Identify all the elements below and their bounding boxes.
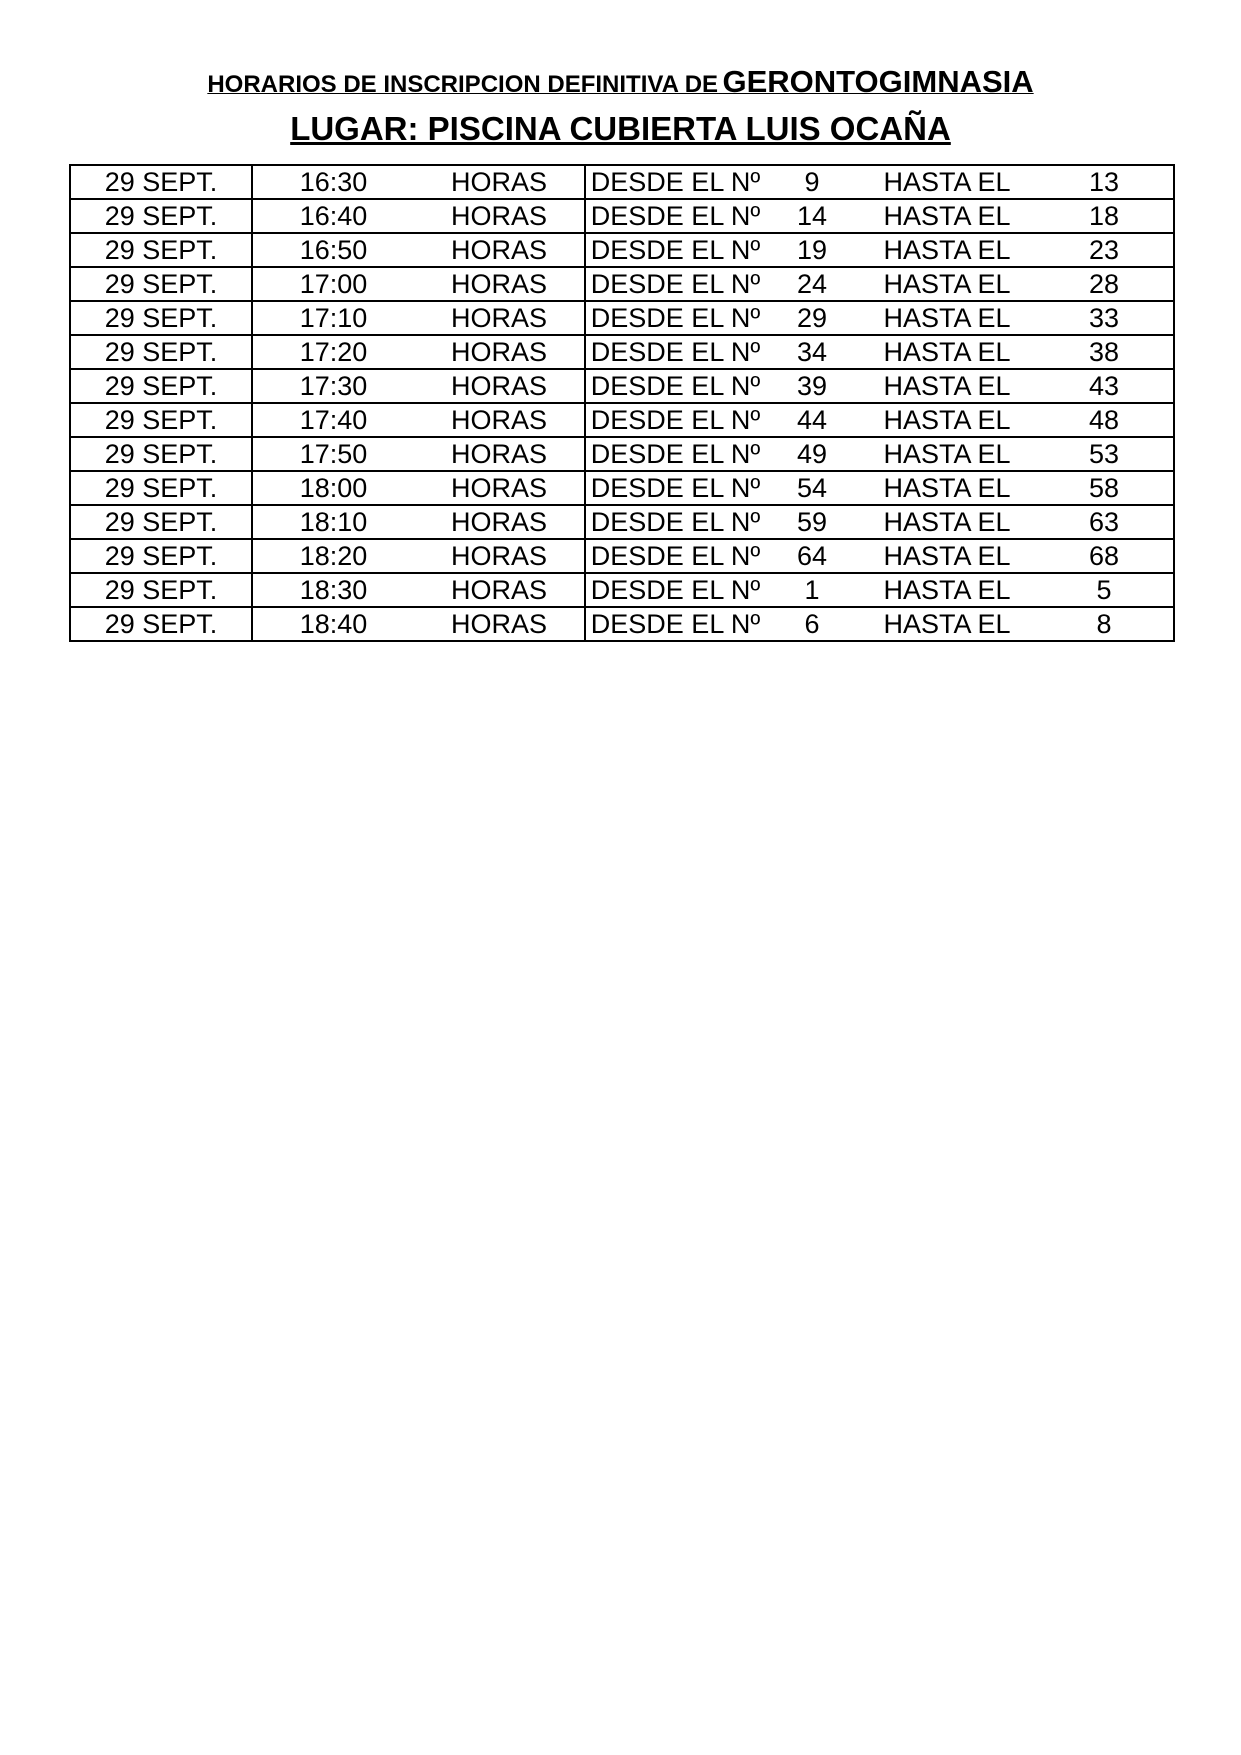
unit-cell: HORAS xyxy=(414,199,585,233)
table-row xyxy=(70,335,1174,369)
to-label-cell: HASTA EL xyxy=(859,233,1035,267)
time-cell: 18:20 xyxy=(252,539,414,573)
date-cell: 29 SEPT. xyxy=(70,369,252,403)
to-number-cell: 18 xyxy=(1035,199,1174,233)
date-cell: 29 SEPT. xyxy=(70,199,252,233)
unit-cell: HORAS xyxy=(414,403,585,437)
to-label-cell: HASTA EL xyxy=(859,437,1035,471)
table-row xyxy=(70,233,1174,267)
to-label-cell: HASTA EL xyxy=(859,301,1035,335)
from-number-cell: 24 xyxy=(765,267,859,301)
unit-cell: HORAS xyxy=(414,505,585,539)
to-label-cell: HASTA EL xyxy=(859,505,1035,539)
time-cell: 18:00 xyxy=(252,471,414,505)
date-cell: 29 SEPT. xyxy=(70,505,252,539)
to-label-cell: HASTA EL xyxy=(859,199,1035,233)
date-cell: 29 SEPT. xyxy=(70,607,252,641)
table-row xyxy=(70,539,1174,573)
title-prefix: HORARIOS DE INSCRIPCION DEFINITIVA DE xyxy=(207,71,719,98)
time-cell: 18:10 xyxy=(252,505,414,539)
from-label-cell: DESDE EL Nº xyxy=(585,505,765,539)
from-number-cell: 44 xyxy=(765,403,859,437)
table-row xyxy=(70,403,1174,437)
date-cell: 29 SEPT. xyxy=(70,573,252,607)
to-number-cell: 68 xyxy=(1035,539,1174,573)
to-label-cell: HASTA EL xyxy=(859,369,1035,403)
date-cell: 29 SEPT. xyxy=(70,471,252,505)
date-cell: 29 SEPT. xyxy=(70,335,252,369)
unit-cell: HORAS xyxy=(414,233,585,267)
unit-cell: HORAS xyxy=(414,335,585,369)
table-row xyxy=(70,607,1174,641)
from-label-cell: DESDE EL Nº xyxy=(585,437,765,471)
schedule-table xyxy=(69,164,1175,642)
date-cell: 29 SEPT. xyxy=(70,165,252,199)
unit-cell: HORAS xyxy=(414,437,585,471)
time-cell: 17:30 xyxy=(252,369,414,403)
to-number-cell: 8 xyxy=(1035,607,1174,641)
date-cell: 29 SEPT. xyxy=(70,539,252,573)
from-number-cell: 49 xyxy=(765,437,859,471)
unit-cell: HORAS xyxy=(414,539,585,573)
to-number-cell: 53 xyxy=(1035,437,1174,471)
from-label-cell: DESDE EL Nº xyxy=(585,233,765,267)
schedule-body xyxy=(70,165,1174,641)
to-label-cell: HASTA EL xyxy=(859,335,1035,369)
unit-cell: HORAS xyxy=(414,165,585,199)
time-cell: 17:50 xyxy=(252,437,414,471)
date-cell: 29 SEPT. xyxy=(70,267,252,301)
from-label-cell: DESDE EL Nº xyxy=(585,199,765,233)
time-cell: 18:40 xyxy=(252,607,414,641)
from-label-cell: DESDE EL Nº xyxy=(585,369,765,403)
unit-cell: HORAS xyxy=(414,607,585,641)
to-number-cell: 43 xyxy=(1035,369,1174,403)
table-row xyxy=(70,437,1174,471)
time-cell: 17:40 xyxy=(252,403,414,437)
to-number-cell: 13 xyxy=(1035,165,1174,199)
time-cell: 17:10 xyxy=(252,301,414,335)
from-label-cell: DESDE EL Nº xyxy=(585,403,765,437)
time-cell: 16:50 xyxy=(252,233,414,267)
to-number-cell: 58 xyxy=(1035,471,1174,505)
to-number-cell: 23 xyxy=(1035,233,1174,267)
document-title xyxy=(0,64,1241,100)
to-label-cell: HASTA EL xyxy=(859,573,1035,607)
from-number-cell: 54 xyxy=(765,471,859,505)
table-row xyxy=(70,505,1174,539)
from-label-cell: DESDE EL Nº xyxy=(585,471,765,505)
from-label-cell: DESDE EL Nº xyxy=(585,573,765,607)
time-cell: 16:30 xyxy=(252,165,414,199)
from-number-cell: 1 xyxy=(765,573,859,607)
from-label-cell: DESDE EL Nº xyxy=(585,165,765,199)
from-number-cell: 34 xyxy=(765,335,859,369)
title-activity: GERONTOGIMNASIA xyxy=(722,64,1034,99)
to-number-cell: 48 xyxy=(1035,403,1174,437)
from-label-cell: DESDE EL Nº xyxy=(585,607,765,641)
to-label-cell: HASTA EL xyxy=(859,403,1035,437)
from-number-cell: 59 xyxy=(765,505,859,539)
to-label-cell: HASTA EL xyxy=(859,471,1035,505)
date-cell: 29 SEPT. xyxy=(70,403,252,437)
from-number-cell: 19 xyxy=(765,233,859,267)
table-row xyxy=(70,471,1174,505)
table-row xyxy=(70,199,1174,233)
to-label-cell: HASTA EL xyxy=(859,267,1035,301)
table-row xyxy=(70,165,1174,199)
from-label-cell: DESDE EL Nº xyxy=(585,539,765,573)
from-number-cell: 9 xyxy=(765,165,859,199)
table-row xyxy=(70,573,1174,607)
location-heading: LUGAR: PISCINA CUBIERTA LUIS OCAÑA xyxy=(290,110,951,147)
time-cell: 17:20 xyxy=(252,335,414,369)
date-cell: 29 SEPT. xyxy=(70,233,252,267)
time-cell: 18:30 xyxy=(252,573,414,607)
from-number-cell: 39 xyxy=(765,369,859,403)
to-number-cell: 63 xyxy=(1035,505,1174,539)
time-cell: 17:00 xyxy=(252,267,414,301)
from-label-cell: DESDE EL Nº xyxy=(585,267,765,301)
to-label-cell: HASTA EL xyxy=(859,539,1035,573)
to-number-cell: 33 xyxy=(1035,301,1174,335)
table-row xyxy=(70,301,1174,335)
from-number-cell: 64 xyxy=(765,539,859,573)
date-cell: 29 SEPT. xyxy=(70,437,252,471)
to-number-cell: 5 xyxy=(1035,573,1174,607)
time-cell: 16:40 xyxy=(252,199,414,233)
to-number-cell: 38 xyxy=(1035,335,1174,369)
unit-cell: HORAS xyxy=(414,471,585,505)
from-number-cell: 6 xyxy=(765,607,859,641)
from-label-cell: DESDE EL Nº xyxy=(585,301,765,335)
unit-cell: HORAS xyxy=(414,369,585,403)
date-cell: 29 SEPT. xyxy=(70,301,252,335)
from-label-cell: DESDE EL Nº xyxy=(585,335,765,369)
table-row xyxy=(70,267,1174,301)
from-number-cell: 29 xyxy=(765,301,859,335)
to-number-cell: 28 xyxy=(1035,267,1174,301)
unit-cell: HORAS xyxy=(414,301,585,335)
from-number-cell: 14 xyxy=(765,199,859,233)
to-label-cell: HASTA EL xyxy=(859,607,1035,641)
unit-cell: HORAS xyxy=(414,267,585,301)
to-label-cell: HASTA EL xyxy=(859,165,1035,199)
table-row xyxy=(70,369,1174,403)
unit-cell: HORAS xyxy=(414,573,585,607)
